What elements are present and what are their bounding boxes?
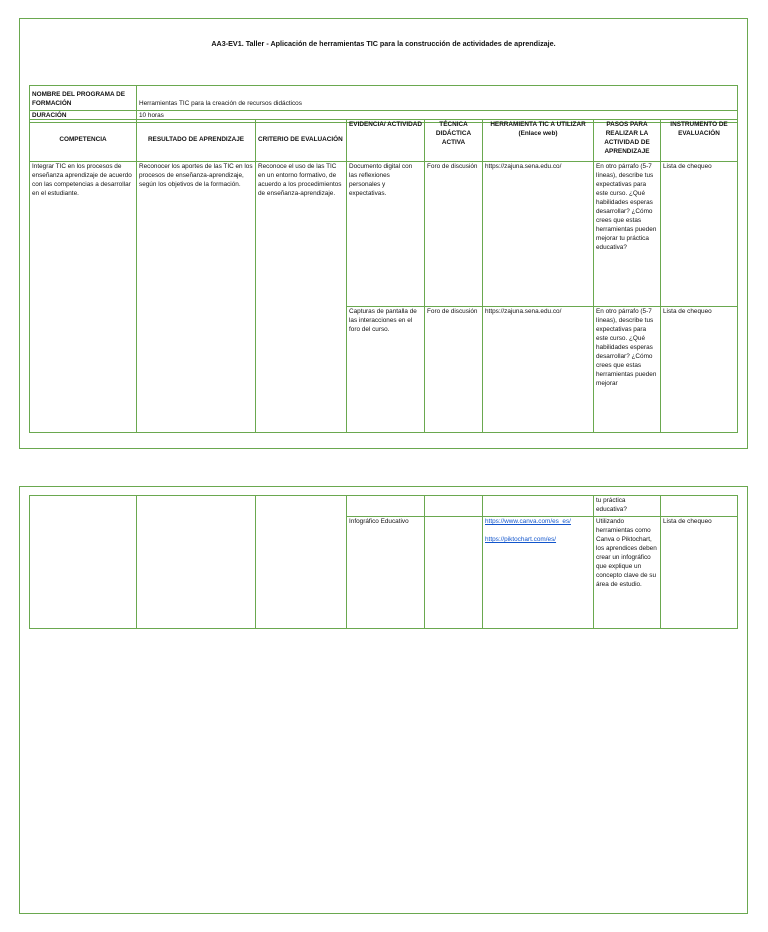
header-pasos: PASOS PARA REALIZAR LA ACTIVIDAD DE APRENDIZAJE: [594, 120, 661, 162]
instrumento-cell: Lista de chequeo: [661, 162, 738, 307]
resultado-cell-continued: [137, 496, 256, 629]
resultado-cell: Reconocer los aportes de las TIC en los procesos de enseñanza-aprendizaje, según los objetivos de la formación.: [137, 162, 256, 433]
instrumento-cell: Lista de chequeo: [661, 307, 738, 433]
competencia-cell: Integrar TIC en los procesos de enseñanza aprendizaje de acuerdo con las competencias a desarrollar en el estudiante.: [30, 162, 137, 433]
evidencia-cell: Documento digital con las reflexiones personales y expectativas.: [347, 162, 425, 307]
header-criterio: CRITERIO DE EVALUACIÓN: [256, 120, 347, 162]
tecnica-cell-continued: [425, 496, 483, 517]
competencia-cell-continued: [30, 496, 137, 629]
piktochart-link[interactable]: https://piktochart.com/es/: [485, 535, 557, 543]
herramienta-cell: [483, 516, 594, 628]
tecnica-cell: [425, 516, 483, 628]
header-herramienta: HERRAMIENTA TIC A UTILIZAR (Enlace web): [483, 120, 594, 162]
herramienta-cell: https://zajuna.sena.edu.co/: [483, 162, 594, 307]
evidencia-cell: Infográfico Educativo: [347, 516, 425, 628]
duration-label: DURACIÓN: [30, 111, 137, 123]
program-name-value: Herramientas TIC para la creación de recursos didácticos: [137, 86, 738, 111]
evidencia-cell: Capturas de pantalla de las interacciones en el foro del curso.: [347, 307, 425, 433]
canva-link[interactable]: https://www.canva.com/es_es/: [485, 517, 571, 525]
instrumento-cell: Lista de chequeo: [661, 516, 738, 628]
header-tecnica: TÉCNICA DIDÁCTICA ACTIVA: [425, 120, 483, 162]
header-evidencia: EVIDENCIA/ ACTIVIDAD: [347, 120, 425, 162]
tecnica-cell: Foro de discusión: [425, 162, 483, 307]
evidencia-cell-continued: [347, 496, 425, 517]
criterio-cell: Reconoce el uso de las TIC en un entorno formativo, de acuerdo a los procedimientos de enseñanza-aprendizaje.: [256, 162, 347, 433]
herramienta-cell-continued: [483, 496, 594, 517]
header-competencia: COMPETENCIA: [30, 120, 137, 162]
tecnica-cell: Foro de discusión: [425, 307, 483, 433]
criterio-cell-continued: [256, 496, 347, 629]
table-row: [30, 496, 738, 517]
program-name-row: [30, 86, 738, 111]
duration-value: 10 horas: [137, 111, 738, 123]
herramienta-cell: https://zajuna.sena.edu.co/: [483, 307, 594, 433]
pasos-cell: En otro párrafo (5-7 líneas), describe tus expectativas para este curso. ¿Qué habilidades esperas desarrollar? ¿Cómo crees que estas herramientas pueden mejorar: [594, 307, 661, 433]
pasos-cell-continued: tu práctica educativa?: [594, 496, 661, 517]
activities-table-continued: [29, 495, 738, 629]
header-resultado: RESULTADO DE APRENDIZAJE: [137, 120, 256, 162]
program-info-table: [29, 85, 738, 123]
table-row: [30, 162, 738, 307]
header-instrumento: INSTRUMENTO DE EVALUACIÓN: [661, 120, 738, 162]
pasos-cell: Utilizando herramientas como Canva o Piktochart, los aprendices deben crear un infográfico que explique un concepto clave de su área de estudio.: [594, 516, 661, 628]
table-header-row: [30, 120, 738, 162]
program-name-label: NOMBRE DEL PROGRAMA DE FORMACIÓN: [30, 86, 137, 111]
instrumento-cell-continued: [661, 496, 738, 517]
document-title: AA3-EV1. Taller - Aplicación de herramientas TIC para la construcción de actividades de aprendizaje.: [211, 39, 556, 48]
pasos-cell: En otro párrafo (5-7 líneas), describe tus expectativas para este curso. ¿Qué habilidades esperas desarrollar? ¿Cómo crees que estas herramientas pueden mejorar tu práctica educativa?: [594, 162, 661, 307]
document-page-1: [19, 18, 748, 449]
activities-table: [29, 119, 738, 433]
document-page-2: [19, 486, 748, 914]
